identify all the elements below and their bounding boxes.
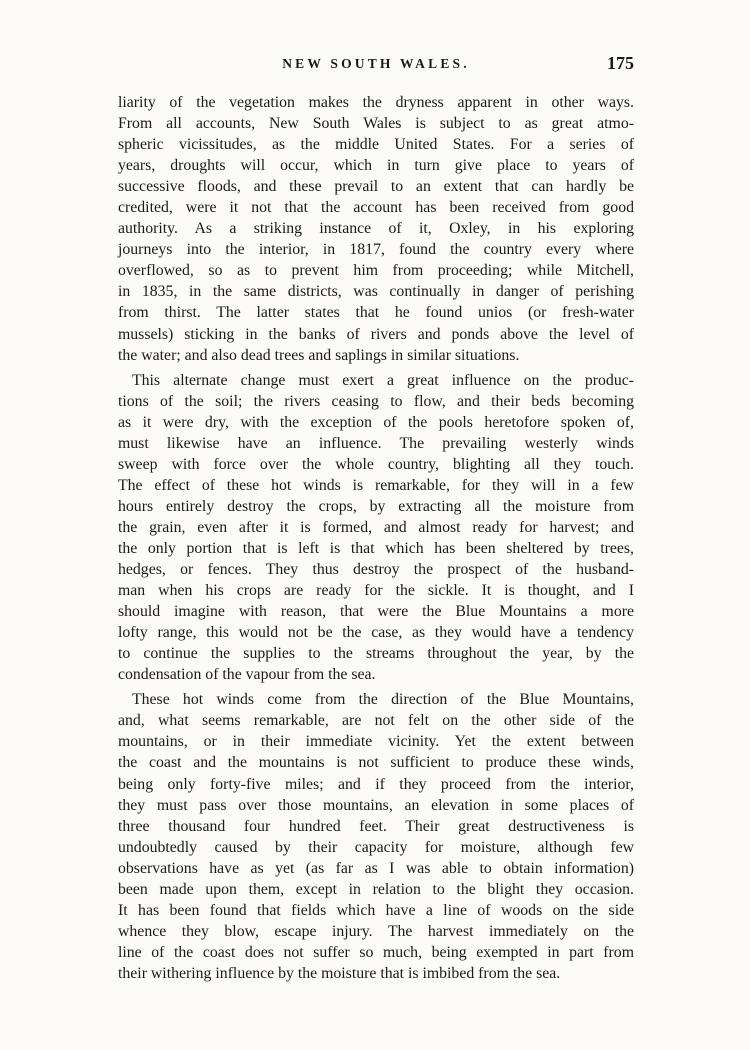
text-line: These hot winds come from the direction of the Blue Mountains, [132,691,634,709]
text-line: hours entirely destroy the crops, by extracting all the moisture from [118,497,634,515]
text-line: undoubtedly caused by their capacity for moisture, although few [118,838,634,856]
paragraph-3 [118,689,634,984]
text-line: observations have as yet (as far as I was able to obtain information) [118,859,634,877]
text-line: line of the coast does not suffer so much, being exempted in part from [118,943,634,961]
text-line: overflowed, so as to prevent him from proceeding; while Mitchell, [118,262,634,280]
text-line: should imagine with reason, that were the Blue Mountains a more [118,603,634,621]
text-line: sweep with force over the whole country, blighting all they touch. [118,455,634,473]
text-line: journeys into the interior, in 1817, found the country every where [118,241,634,259]
text-line: being only forty-five miles; and if they proceed from the interior, [118,775,634,793]
text-line: from thirst. The latter states that he found unios (or fresh-water [118,304,634,322]
text-line: the water; and also dead trees and saplings in similar situations. [118,346,520,364]
text-line: as it were dry, with the exception of the pools heretofore spoken of, [118,413,634,431]
text-line: and, what seems remarkable, are not felt on the other side of the [118,712,634,730]
text-line: authority. As a striking instance of it, Oxley, in his exploring [118,220,634,238]
paragraph-2 [118,370,634,686]
text-line: successive floods, and these prevail to an extent that can hardly be [118,178,634,196]
text-line: three thousand four hundred feet. Their great destructiveness is [118,817,634,835]
text-line: they must pass over those mountains, an elevation in some places of [118,796,634,814]
page-number: 175 [607,53,634,73]
running-title: NEW SOUTH WALES. [282,56,470,71]
text-line: The effect of these hot winds is remarkable, for they will in a few [118,476,634,494]
text-line: must likewise have an influence. The prevailing westerly winds [118,434,634,452]
text-line: hedges, or fences. They thus destroy the prospect of the husband- [118,561,634,579]
text-line: man when his crops are ready for the sickle. It is thought, and I [118,582,634,600]
text-line: From all accounts, New South Wales is subject to as great atmo- [118,115,634,133]
text-line: tions of the soil; the rivers ceasing to flow, and their beds becoming [118,392,634,410]
text-line: the grain, even after it is formed, and almost ready for harvest; and [118,518,634,536]
text-line: It has been found that fields which have a line of woods on the side [118,901,634,919]
text-line: condensation of the vapour from the sea. [118,666,376,684]
text-line: spheric vicissitudes, as the middle United States. For a series of [118,136,634,154]
text-line: the only portion that is left is that which has been sheltered by trees, [118,539,634,557]
text-line: to continue the supplies to the streams throughout the year, by the [118,645,634,663]
text-line: in 1835, in the same districts, was continually in danger of perishing [118,283,634,301]
text-line: credited, were it not that the account has been received from good [118,199,634,217]
text-line: lofty range, this would not be the case, as they would have a tendency [118,624,634,642]
text-line: mountains, or in their immediate vicinity. Yet the extent between [118,733,634,751]
paragraph-1 [118,92,634,366]
text-line: liarity of the vegetation makes the dryness apparent in other ways. [118,94,634,111]
text-line: been made upon them, except in relation to the blight they occasion. [118,880,634,898]
running-head [118,53,634,84]
text-line: the coast and the mountains is not sufficient to produce these winds, [118,754,634,772]
text-line: years, droughts will occur, which in turn give place to years of [118,157,634,175]
text-line: their withering influence by the moisture that is imbibed from the sea. [118,964,561,982]
text-line: This alternate change must exert a great influence on the produc- [132,371,634,389]
text-line: whence they blow, escape injury. The harvest immediately on the [118,922,634,940]
text-line: mussels) sticking in the banks of rivers and ponds above the level of [118,325,634,343]
body-text [118,92,634,985]
